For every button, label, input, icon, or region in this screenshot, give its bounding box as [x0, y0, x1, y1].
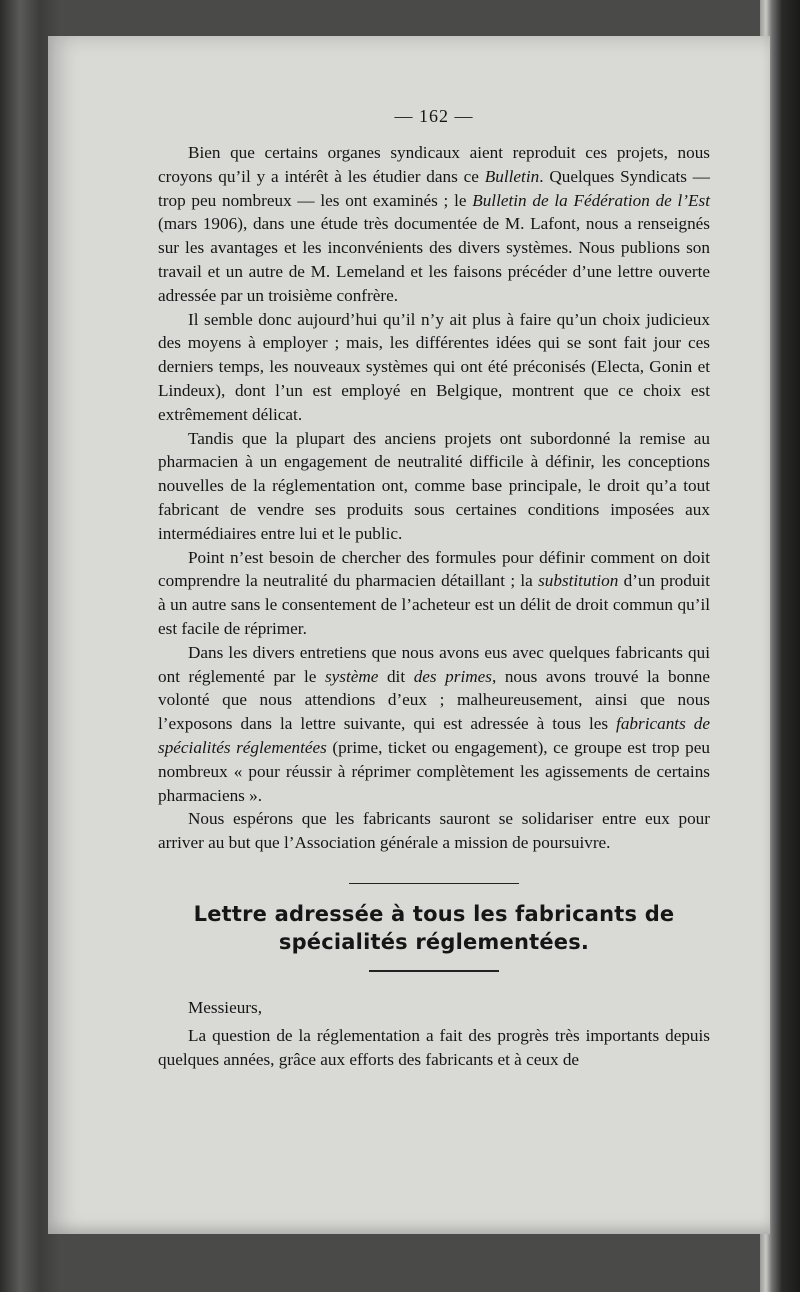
body-paragraph [158, 427, 710, 546]
italic-text-segment: Bulletin de la Fédération de l’Est [472, 190, 710, 210]
text-segment: (prime, ticket ou engagement), ce groupe est trop peu nombreux « pour réussir à réprimer complètement les agissements de certains pharmaciens ». [158, 737, 710, 805]
body-paragraph [158, 141, 710, 308]
text-segment: Il semble donc aujourd’hui qu’il n’y ait plus à faire qu’un choix judicieux des moyens à employer ; mais, les différentes idées qui se sont fait jour ces derniers temps, les nouveaux systèmes qui ont été préconisés (Electa, Gonin et Lindeux), dont l’un est employé en Belgique, montrent que ce choix est extrêmement délicat. [158, 309, 710, 424]
text-segment: Tandis que la plupart des anciens projets ont subordonné la remise au pharmacien à un engagement de neutralité difficile à définir, les conceptions nouvelles de la réglementation ont, comme base principale, le droit qu’a tout fabricant de vendre ses produits sous certaines conditions imposées aux intermédiaires entre lui et le public. [158, 428, 710, 543]
letter-salutation: Messieurs, [188, 997, 262, 1017]
page-number: — 162 — [394, 106, 474, 126]
heading-rule-top [349, 883, 519, 885]
heading-rule-bottom [369, 970, 499, 972]
text-segment: Nous espérons que les fabricants sauront se solidariser entre eux pour arriver au but que l’Association générale a mission de poursuivre. [158, 809, 710, 853]
text-segment: Dans les divers entretiens que nous avons eus avec quelques fabricants qui ont réglementé par le [158, 642, 710, 686]
text-segment: , nous avons trouvé la bonne volonté que nous attendions d’eux ; malheureusement, ainsi que nous l’exposons dans la lettre suivante, qui est adressée à tous les [158, 666, 710, 734]
page-text-block [158, 106, 710, 1072]
italic-text-segment: substitution [538, 571, 619, 591]
body-paragraph [158, 641, 710, 808]
letter-title-line-1: Lettre adressée à tous les fabricants de [193, 902, 675, 927]
text-segment: . Quelques Syndicats — trop peu nombreux — les ont examinés ; le [158, 166, 710, 210]
letter-title-line-2: spécialités réglementées. [278, 930, 590, 955]
body-paragraphs [158, 141, 710, 855]
book-page [48, 36, 770, 1234]
letter-opening-paragraph: La question de la réglementation a fait des progrès très importants depuis quelques années, grâce aux efforts des fabricants et à ceux de [158, 1025, 710, 1069]
text-segment: Point n’est besoin de chercher des formules pour définir comment on doit comprendre la neutralité du pharmacien détaillant ; la [158, 547, 710, 591]
italic-text-segment: système [324, 666, 379, 686]
text-segment: d’un produit à un autre sans le consentement de l’acheteur est un délit de droit commun qu’il est facile de réprimer. [158, 571, 711, 638]
text-segment: Bien que certains organes syndicaux aient reproduit ces projets, nous croyons qu’il y a intérêt à les étudier dans ce [158, 143, 710, 186]
body-paragraph [158, 546, 710, 641]
body-paragraph [158, 807, 710, 855]
italic-text-segment: des primes [413, 666, 492, 686]
italic-text-segment: fabricants de spécialités réglementées [158, 714, 710, 757]
text-segment: (mars 1906), dans une étude très documentée de M. Lafont, nous a renseignés sur les avantages et les inconvénients des divers systèmes. Nous publions son travail et un autre de M. Lemeland et les faisons précéder d’une lettre ouverte adressée par un troisième confrère. [158, 214, 710, 305]
letter-heading [158, 883, 710, 972]
body-paragraph [158, 308, 710, 427]
italic-text-segment: Bulletin [484, 166, 540, 186]
text-segment: dit [378, 666, 414, 686]
